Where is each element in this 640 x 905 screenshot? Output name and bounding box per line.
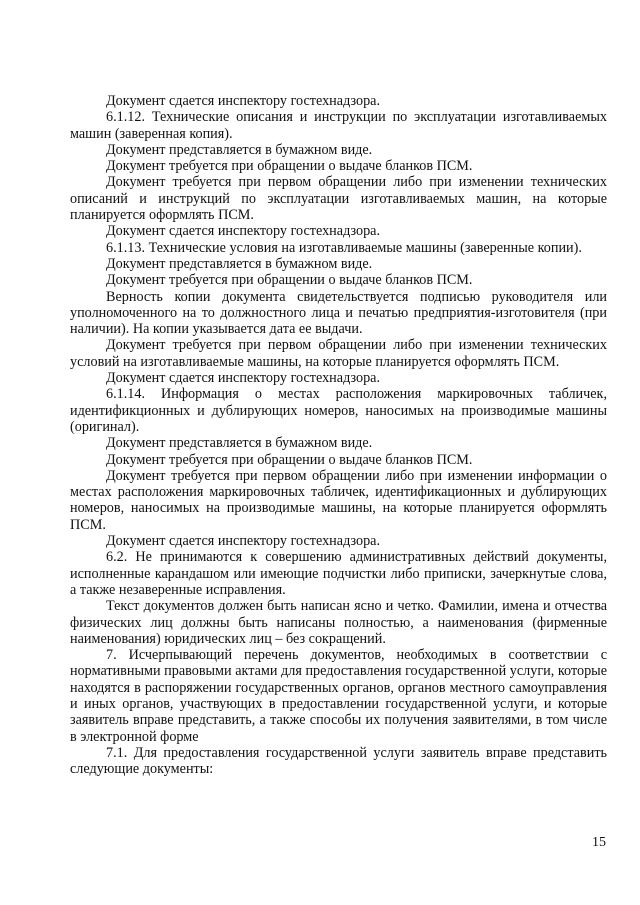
- paragraph: Текст документов должен быть написан ясно и четко. Фамилии, имена и отчества физических лиц должны быть написаны полностью, а наименования (фирменные наименования) юридических лиц – без сокращений.: [70, 598, 607, 647]
- paragraph: 7. Исчерпывающий перечень документов, необходимых в соответствии с нормативными правовыми актами для предоставления государственной услуги, которые находятся в распоряжении государственных органов, органов местного самоуправления и иных органов, участвующих в предоставлении государственной услуги, и которые заявитель вправе представить, а также способы их получения заявителями, в том числе в электронной форме: [70, 647, 607, 745]
- paragraph: Документ требуется при первом обращении либо при изменении технических описаний и инструкций по эксплуатации изготавливаемых машин, на которые планируется оформлять ПСМ.: [70, 174, 607, 224]
- paragraph: Документ представляется в бумажном виде.: [106, 435, 373, 452]
- document-body: [70, 93, 607, 777]
- paragraph: Документ требуется при обращении о выдаче бланков ПСМ.: [106, 272, 473, 289]
- paragraph: Документ сдается инспектору гостехнадзора.: [106, 93, 381, 109]
- paragraph: Документ представляется в бумажном виде.: [106, 141, 373, 158]
- paragraph: 6.1.13. Технические условия на изготавливаемые машины (заверенные копии).: [106, 239, 582, 256]
- paragraph: 6.2. Не принимаются к совершению административных действий документы, исполненные карандашом или имеющие подчистки либо приписки, зачеркнутые слова, а также незаверенные исправления.: [70, 549, 607, 598]
- paragraph: 7.1. Для предоставления государственной услуги заявитель вправе представить следующие документы:: [70, 744, 607, 778]
- paragraph: Документ представляется в бумажном виде.: [106, 255, 373, 272]
- paragraph: Документ сдается инспектору гостехнадзора.: [106, 370, 381, 387]
- paragraph: 6.1.14. Информация о местах расположения маркировочных табличек, идентификционных и дублирующих номеров, наносимых на производимые машины (оригинал).: [70, 386, 607, 435]
- paragraph: Документ требуется при обращении о выдаче бланков ПСМ.: [106, 451, 473, 468]
- paragraph: Документ требуется при первом обращении либо при изменении информации о местах расположения маркировочных табличек, идентификационных и дублирующих номеров, наносимых на производимые машины, на которые планируется оформлять ПСМ.: [70, 467, 607, 533]
- paragraph: Документ требуется при обращении о выдаче бланков ПСМ.: [106, 158, 473, 175]
- page-number: 15: [592, 835, 606, 850]
- paragraph: Документ требуется при первом обращении либо при изменении технических условий на изготавливаемые машины, на которые планируется оформлять ПСМ.: [70, 337, 607, 370]
- paragraph: 6.1.12. Технические описания и инструкции по эксплуатации изготавливаемых машин (заверенная копия).: [70, 109, 607, 142]
- paragraph: Документ сдается инспектору гостехнадзора.: [106, 533, 381, 550]
- paragraph: Верность копии документа свидетельствуется подписью руководителя или уполномоченного на то должностного лица и печатью предприятия-изготовителя (при наличии). На копии указывается дата ее выдачи.: [70, 288, 607, 338]
- paragraph: Документ сдается инспектору гостехнадзора.: [106, 223, 381, 240]
